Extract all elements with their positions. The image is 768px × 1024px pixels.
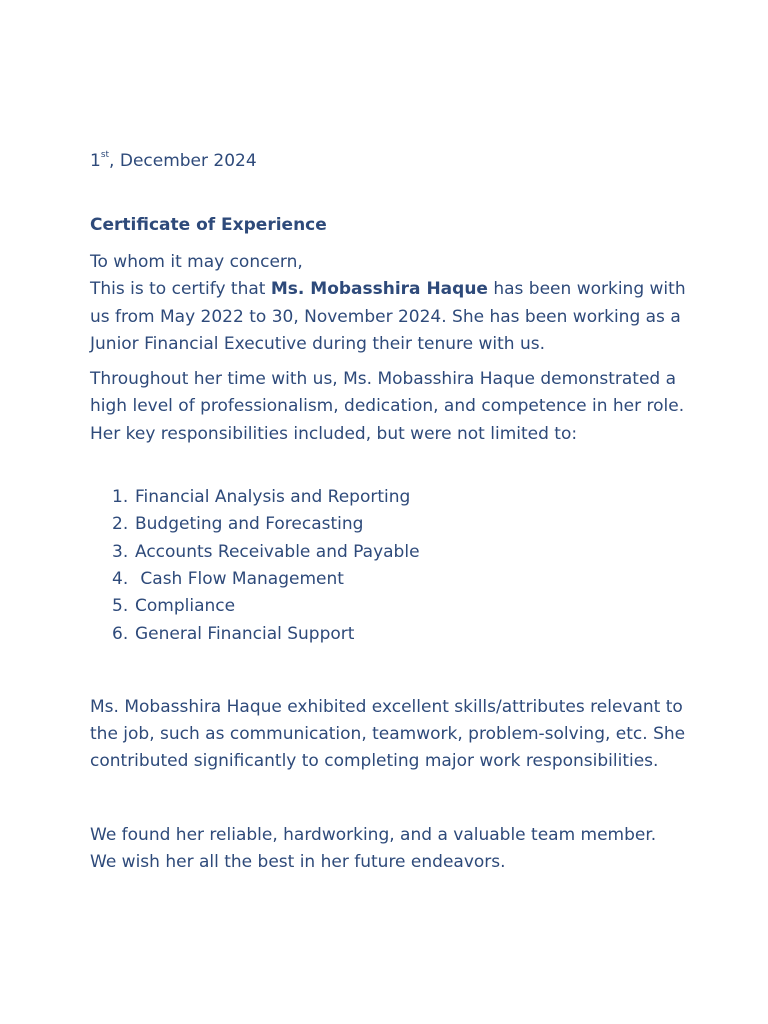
- list-item-number: 3.: [112, 541, 129, 562]
- skills-paragraph: Ms. Mobasshira Haque exhibited excellent skills/attributes relevant to the job, such as communication, teamwork, problem-solving, etc. She contributed significantly to completing major work responsibilities.: [90, 696, 686, 772]
- list-item-text: Budgeting and Forecasting: [135, 514, 364, 535]
- closing-line-1: We found her reliable, hardworking, and a valuable team member.: [90, 824, 657, 845]
- list-item-number: 4.: [112, 568, 129, 589]
- list-item-number: 1.: [112, 487, 129, 508]
- certification-paragraph: [90, 276, 690, 358]
- date-rest: , December 2024: [109, 151, 257, 171]
- closing-line-2: We wish her all the best in her future endeavors.: [90, 852, 506, 873]
- para1-suffix: has been working with us from May 2022 to 30, November 2024. She has been working as a Junior Financial Executive during their tenure with us.: [90, 279, 686, 354]
- list-item-text: Compliance: [135, 596, 236, 617]
- responsibilities-list: [90, 484, 690, 648]
- list-item-text: Financial Analysis and Reporting: [135, 487, 411, 508]
- list-item: [90, 484, 690, 511]
- list-item: [90, 539, 690, 566]
- list-item-number: 5.: [112, 596, 129, 617]
- salutation: To whom it may concern,: [90, 252, 303, 272]
- date-day: 1: [90, 151, 101, 171]
- list-item: [90, 621, 690, 648]
- list-item: [90, 593, 690, 620]
- list-item-number: 6.: [112, 623, 129, 644]
- performance-paragraph: Throughout her time with us, Ms. Mobasshira Haque demonstrated a high level of professionalism, dedication, and competence in her role. Her key responsibilities included, but were not limited to:: [90, 369, 685, 444]
- closing-paragraph: [90, 822, 690, 877]
- date-suffix: st: [100, 150, 110, 161]
- list-item: [90, 511, 690, 538]
- list-item-text: Cash Flow Management: [135, 568, 344, 589]
- list-item-text: Accounts Receivable and Payable: [135, 541, 420, 562]
- list-item-text: General Financial Support: [135, 623, 355, 644]
- list-item: [90, 566, 690, 593]
- employee-name: Ms. Mobasshira Haque: [270, 279, 488, 300]
- para1-prefix: This is to certify that: [90, 279, 271, 300]
- list-item-number: 2.: [112, 514, 129, 535]
- certificate-title: Certificate of Experience: [90, 215, 327, 235]
- letter-page: [90, 148, 690, 876]
- letter-date: [90, 148, 690, 175]
